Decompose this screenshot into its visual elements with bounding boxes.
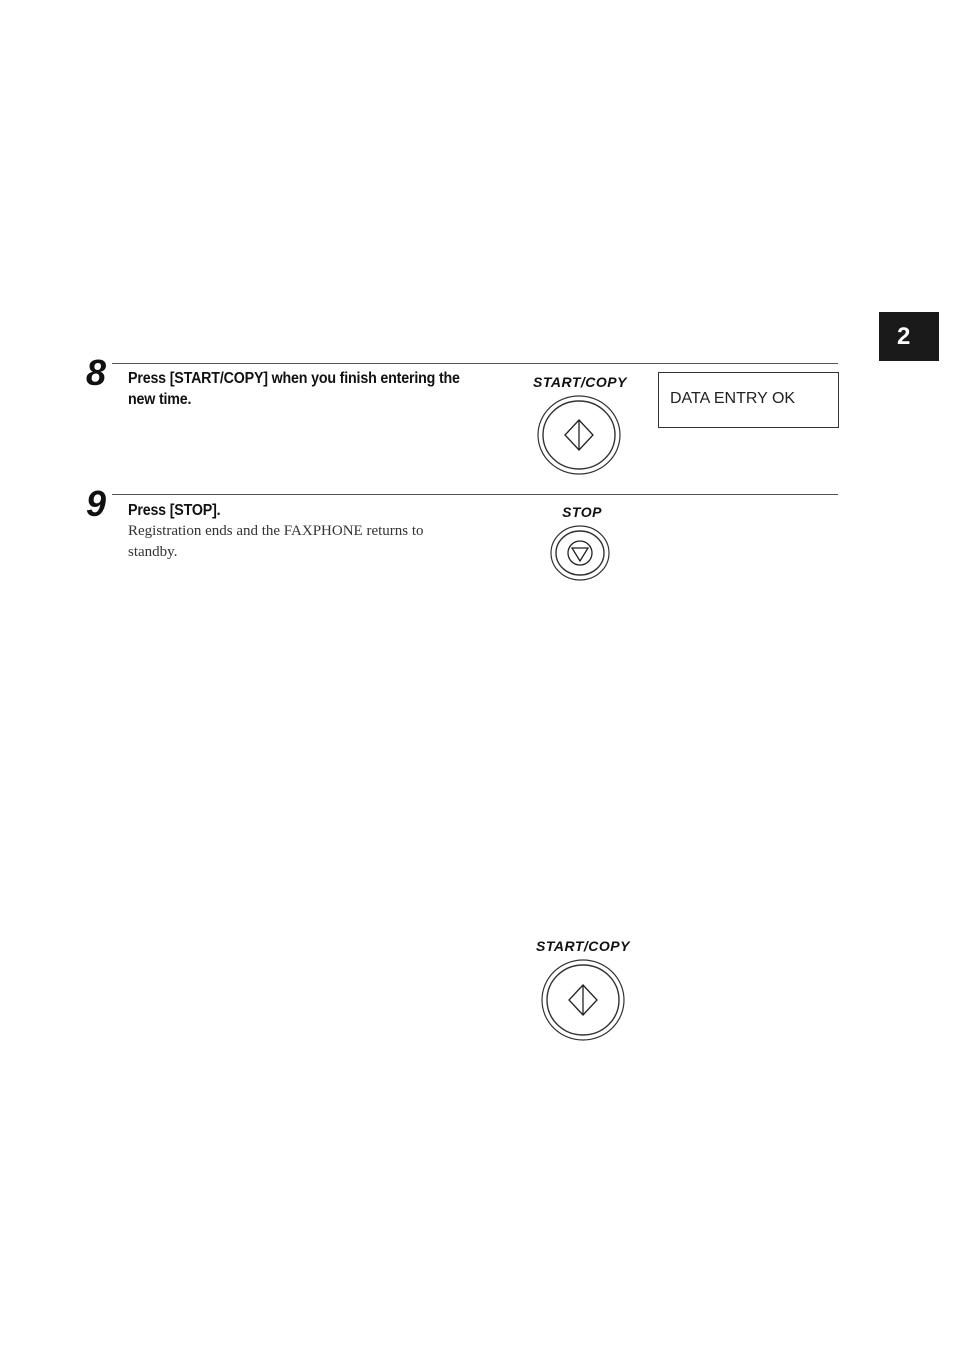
step-9-description-line-1: Registration ends and the FAXPHONE returns to	[128, 523, 424, 539]
stop-key-icon	[549, 524, 611, 582]
chapter-tab: 2	[879, 312, 939, 361]
step-8-instruction	[128, 368, 514, 410]
step-8-divider	[112, 363, 838, 364]
extra-key-label: START/COPY	[536, 938, 630, 954]
lcd-display-text: DATA ENTRY OK	[670, 390, 796, 407]
step-9-key-label: STOP	[562, 504, 602, 520]
start-copy-key-icon	[540, 958, 626, 1042]
lcd-display	[658, 372, 839, 428]
step-8-number: 8	[86, 352, 107, 393]
step-8-instruction-line-2: new time.	[128, 391, 192, 408]
step-9-description	[128, 521, 508, 563]
start-copy-key-icon	[536, 394, 622, 476]
step-9-divider	[112, 494, 838, 495]
step-8-instruction-line-1: Press [START/COPY] when you finish entering the	[128, 370, 460, 387]
step-9-description-line-2: standby.	[128, 544, 178, 560]
step-8-key-label: START/COPY	[533, 374, 627, 390]
step-9-number: 9	[86, 483, 107, 524]
step-9-instruction: Press [STOP].	[128, 502, 221, 519]
